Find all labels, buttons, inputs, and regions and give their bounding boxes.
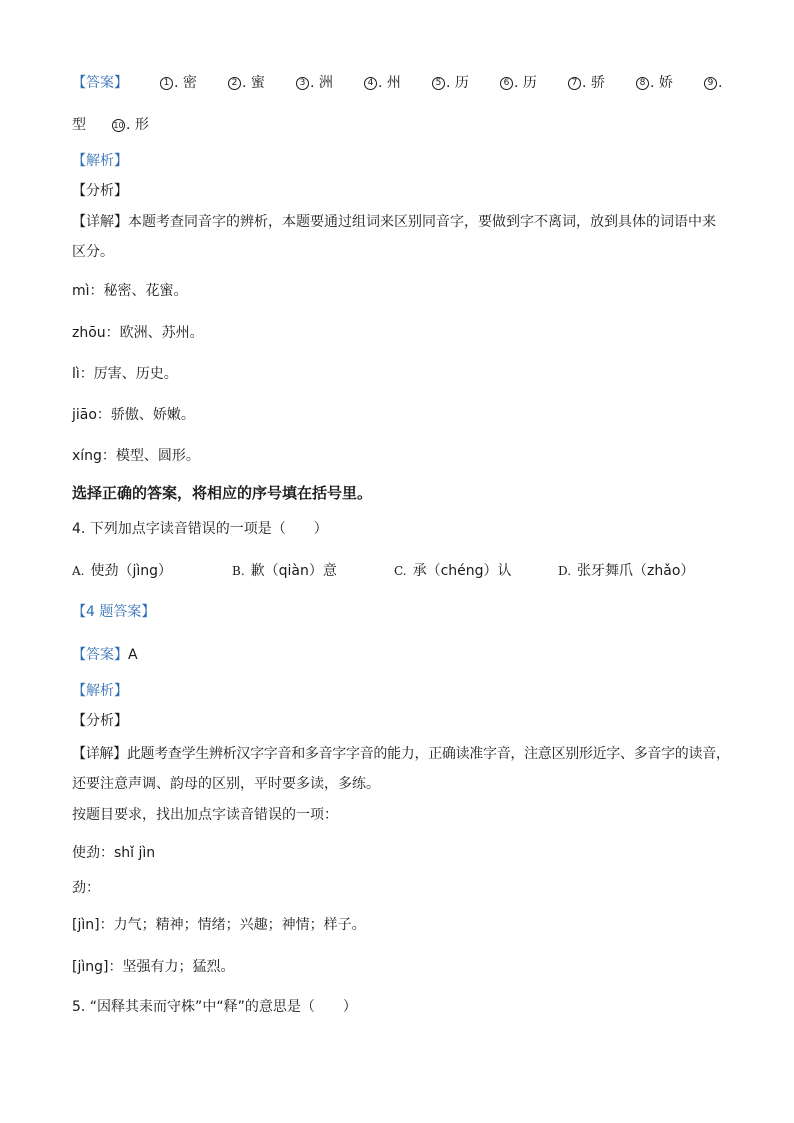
q4-detail-line-5: 劲：: [72, 880, 100, 896]
answer-item-6: 6 . 历: [500, 72, 537, 94]
q4-answer: [72, 644, 138, 666]
detail-line: [72, 211, 716, 233]
q4-detail-line-6: [jìn]：力气；精神；情绪；兴趣；神情；样子。: [72, 917, 366, 933]
pinyin-line-mi: mì：秘密、花蜜。: [72, 283, 188, 299]
answer-row-wrap: [72, 114, 149, 136]
pinyin-line-jiao: jiāo：骄傲、娇嫩。: [72, 407, 195, 423]
answer-item-4: 4 . 州: [364, 72, 401, 94]
question-4-stem: 4. 下列加点字读音错误的一项是（ ）: [72, 521, 328, 537]
pinyin-line-xing: xíng：模型、圆形。: [72, 448, 200, 464]
question-5-stem: 5. “因释其耒而守株”中“释”的意思是（ ）: [72, 999, 357, 1015]
detail-label: 【详解】: [72, 214, 128, 230]
question-4-options: [72, 560, 732, 582]
q4-detail-line-4: 使劲：shǐ jìn: [72, 845, 156, 861]
answer-item-3: 3 . 洲: [296, 72, 333, 94]
option-b: B. 歉（qiàn）意: [232, 563, 337, 579]
option-d: D. 张牙舞爪（zhǎo）: [558, 563, 695, 579]
q4-answer-value: A: [128, 647, 138, 663]
section-heading: 选择正确的答案，将相应的序号填在括号里。: [72, 484, 373, 502]
pinyin-line-li: lì：厉害、历史。: [72, 366, 178, 382]
q4-detail-line-1: 【详解】此题考查学生辨析汉字字音和多音字字音的能力，正确读准字音，注意区别形近字、多音字的读音，: [72, 746, 730, 762]
answer-item-7: 7 . 骄: [568, 72, 605, 94]
q4-detail-line-3: 按题目要求，找出加点字读音错误的一项：: [72, 807, 338, 823]
q4-detail-line-2: 还要注意声调、韵母的区别，平时要多读，多练。: [72, 776, 380, 792]
answer-wrap-char: 型: [72, 117, 86, 133]
answer-item-8: 8 . 娇: [636, 72, 673, 94]
pinyin-line-zhou: zhōu：欧洲、苏州。: [72, 325, 204, 341]
q4-answer-label: 【答案】: [72, 647, 128, 663]
answer-item-1: 1 . 密: [160, 72, 197, 94]
analysis-heading: 【解析】: [72, 153, 128, 169]
option-c: C. 承（chéng）认: [394, 563, 512, 579]
answer-item-2: 2 . 蜜: [228, 72, 265, 94]
answer-label: 【答案】: [72, 75, 128, 91]
q4-detail-line-7: [jìng]：坚强有力；猛烈。: [72, 959, 235, 975]
q4-analysis-heading: 【解析】: [72, 683, 128, 699]
option-a: A. 使劲（jìng）: [72, 563, 173, 579]
detail-text: 本题考查同音字的辨析，本题要通过组词来区别同音字，要做到字不离词，放到具体的词语中来: [128, 214, 716, 230]
q4-detail-label: 【详解】: [72, 746, 127, 762]
q4-answer-heading: 【4 题答案】: [72, 604, 156, 620]
answer-row: [72, 72, 732, 94]
q4-fenxi-heading: 【分析】: [72, 713, 128, 729]
answer-item-10: 10 . 形: [113, 117, 149, 133]
answer-item-9: 9 .: [704, 72, 722, 94]
answer-item-5: 5 . 历: [432, 72, 469, 94]
detail-line-2: 区分。: [72, 244, 114, 260]
fenxi-heading: 【分析】: [72, 183, 128, 199]
